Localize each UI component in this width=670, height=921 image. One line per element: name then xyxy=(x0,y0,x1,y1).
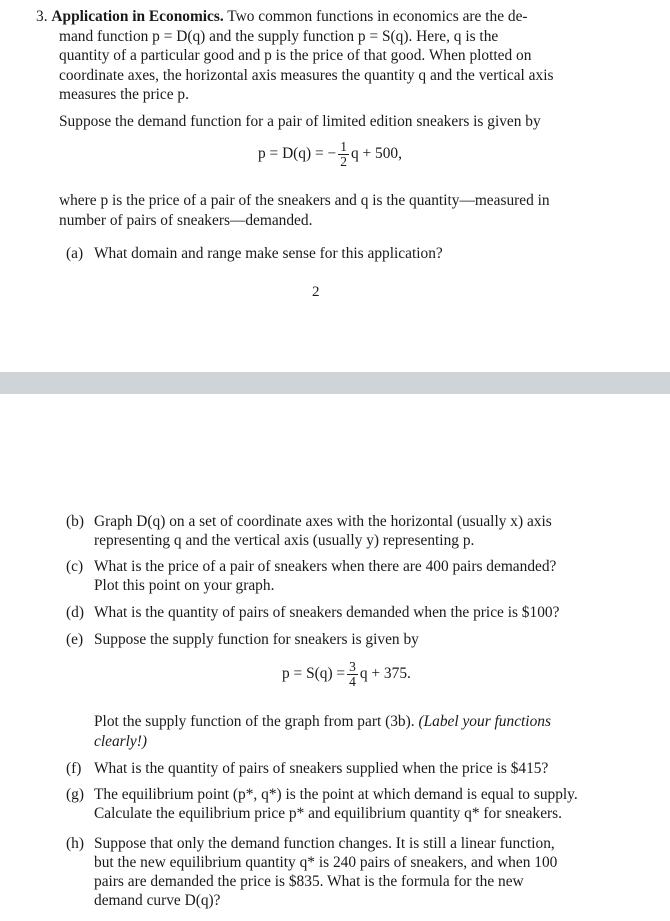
supply-eq-lhs: p = S(q) = xyxy=(282,665,346,683)
part-g-line-1: Calculate the equilibrium price p* and equilibrium quantity q* for sneakers. xyxy=(94,805,563,822)
part-c-line-0: What is the price of a pair of sneakers when there are 400 pairs demanded? xyxy=(94,558,557,575)
part-e-plot-note-2: clearly!) xyxy=(94,733,147,750)
problem-header xyxy=(36,7,616,27)
part-g-line-0: The equilibrium point (p*, q*) is the point at which demand is equal to supply. xyxy=(94,786,578,803)
part-b-line-0: Graph D(q) on a set of coordinate axes with the horizontal (usually x) axis xyxy=(94,513,552,530)
part-e-text: Suppose the supply function for sneakers is given by xyxy=(94,631,419,648)
part-a-text: What domain and range make sense for this application? xyxy=(94,245,443,262)
where-line-0: where p is the price of a pair of the sneakers and q is the quantity—measured in xyxy=(59,192,550,209)
page-1 xyxy=(0,0,670,372)
supply-equation xyxy=(282,660,411,689)
part-b-label: (b) xyxy=(66,513,84,530)
demand-eq-denominator: 2 xyxy=(340,154,347,169)
demand-eq-numerator: 1 xyxy=(340,139,347,154)
problem-number: 3. xyxy=(36,8,48,25)
supply-eq-rhs: q + 375. xyxy=(359,665,411,683)
where-line-1: number of pairs of sneakers—demanded. xyxy=(59,212,313,229)
demand-eq-lhs: p = D(q) = − xyxy=(258,145,337,163)
supply-eq-denominator: 4 xyxy=(349,674,356,689)
intro-line-0: Two common functions in economics are the de- xyxy=(227,8,528,25)
part-b-line-1: representing q and the vertical axis (usually y) representing p. xyxy=(94,532,475,549)
intro-line-3: coordinate axes, the horizontal axis measures the quantity q and the vertical axis xyxy=(59,67,554,84)
suppose-line: Suppose the demand function for a pair of limited edition sneakers is given by xyxy=(59,113,541,130)
part-h-line-1: but the new equilibrium quantity q* is 240 pairs of sneakers, and when 100 xyxy=(94,854,558,871)
intro-line-4: measures the price p. xyxy=(59,86,189,103)
supply-eq-fraction xyxy=(347,660,358,689)
part-f-text: What is the quantity of pairs of sneakers supplied when the price is $415? xyxy=(94,760,549,777)
demand-eq-rhs: q + 500, xyxy=(350,145,402,163)
part-f-label: (f) xyxy=(66,760,82,777)
part-a-label: (a) xyxy=(66,245,84,262)
part-e-label: (e) xyxy=(66,631,84,648)
intro-line-1: mand function p = D(q) and the supply function p = S(q). Here, q is the xyxy=(59,28,499,45)
part-e-plot-note-1: (Label your functions xyxy=(418,713,551,730)
part-c-line-1: Plot this point on your graph. xyxy=(94,577,275,594)
supply-eq-numerator: 3 xyxy=(349,659,356,674)
page-number: 2 xyxy=(312,284,320,300)
demand-eq-fraction xyxy=(338,140,349,169)
part-d-text: What is the quantity of pairs of sneakers demanded when the price is $100? xyxy=(94,604,560,621)
part-d-label: (d) xyxy=(66,604,84,621)
page-2 xyxy=(0,394,670,921)
part-h-line-0: Suppose that only the demand function changes. It is still a linear function, xyxy=(94,835,555,852)
intro-line-2: quantity of a particular good and p is the price of that good. When plotted on xyxy=(59,47,532,64)
part-c-label: (c) xyxy=(66,558,84,575)
part-e-plot-text: Plot the supply function of the graph from part (3b). xyxy=(94,713,415,730)
part-h-line-2: pairs are demanded the price is $835. What is the formula for the new xyxy=(94,873,524,890)
demand-equation xyxy=(258,140,402,169)
part-h-line-3: demand curve D(q)? xyxy=(94,892,221,909)
part-e-plot-line xyxy=(94,712,616,732)
page-separator xyxy=(0,372,670,394)
part-h-label: (h) xyxy=(66,835,84,852)
part-g-label: (g) xyxy=(66,786,84,803)
problem-title: Application in Economics. xyxy=(51,8,224,25)
